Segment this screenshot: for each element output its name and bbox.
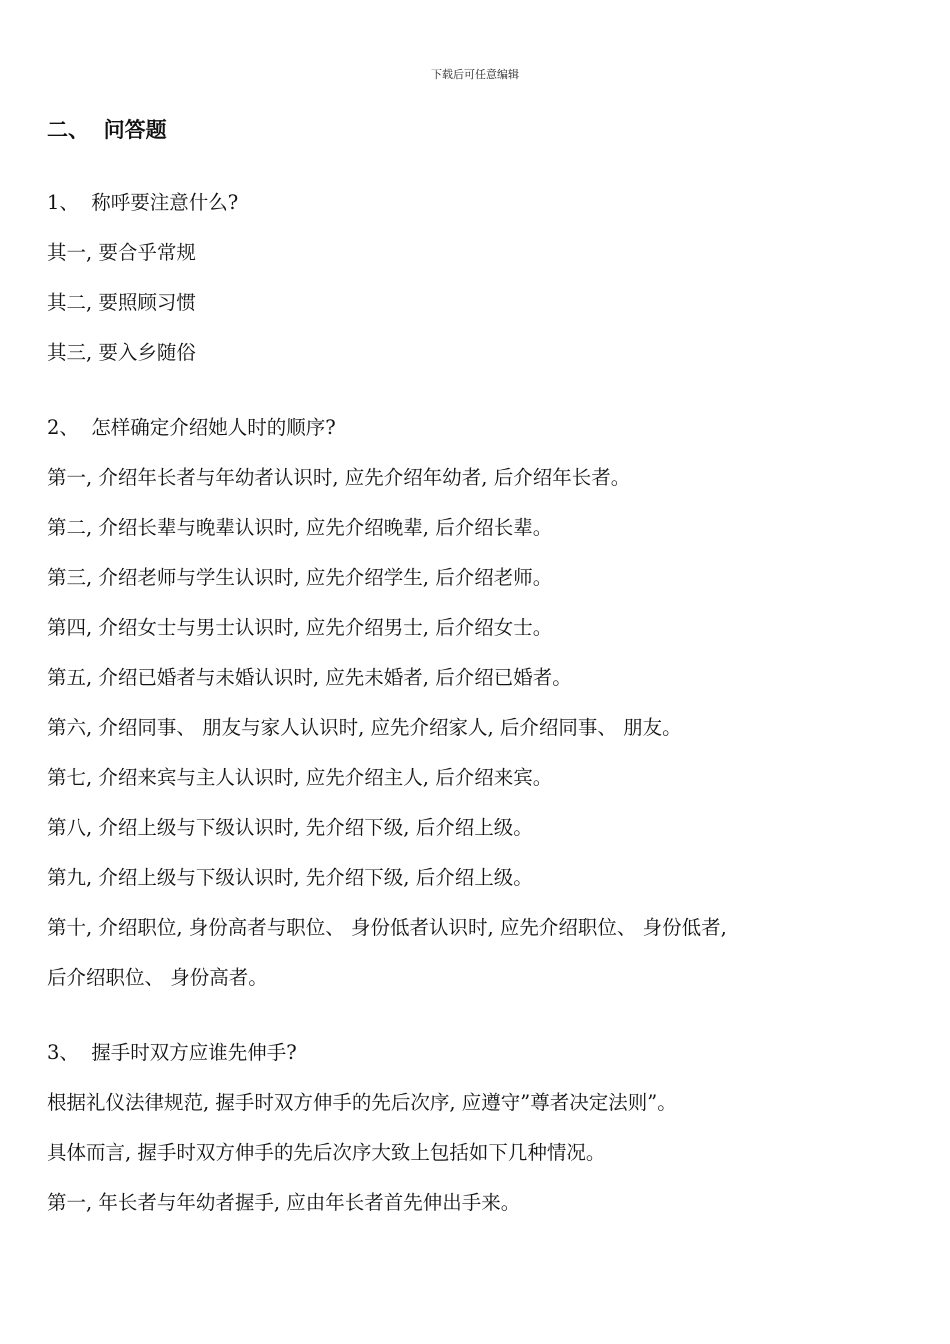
answer-line: 第六, 介绍同事、 朋友与家人认识时, 应先介绍家人, 后介绍同事、 朋友。	[47, 716, 682, 739]
answer-line: 第三, 介绍老师与学生认识时, 应先介绍学生, 后介绍老师。	[47, 566, 553, 589]
answer-line: 具体而言, 握手时双方伸手的先后次序大致上包括如下几种情况。	[47, 1141, 606, 1164]
answer-line: 第九, 介绍上级与下级认识时, 先介绍下级, 后介绍上级。	[47, 866, 533, 889]
answer-line: 第二, 介绍长辈与晚辈认识时, 应先介绍晚辈, 后介绍长辈。	[47, 516, 553, 539]
answer-line: 第十, 介绍职位, 身份高者与职位、 身份低者认识时, 应先介绍职位、 身份低者,	[47, 916, 727, 939]
question-1: 1、 称呼要注意什么?	[47, 191, 239, 214]
answer-line: 第四, 介绍女士与男士认识时, 应先介绍男士, 后介绍女士。	[47, 616, 553, 639]
answer-line: 其三, 要入乡随俗	[47, 341, 196, 364]
answer-line: 第五, 介绍已婚者与未婚认识时, 应先未婚者, 后介绍已婚者。	[47, 666, 572, 689]
answer-line: 第一, 介绍年长者与年幼者认识时, 应先介绍年幼者, 后介绍年长者。	[47, 466, 631, 489]
answer-line: 根据礼仪法律规范, 握手时双方伸手的先后次序, 应遵守”尊者决定法则”。	[47, 1091, 677, 1114]
answer-line: 后介绍职位、 身份高者。	[47, 966, 268, 989]
question-3: 3、 握手时双方应谁先伸手?	[47, 1041, 297, 1064]
answer-line: 其二, 要照顾习惯	[47, 291, 196, 314]
answer-line: 其一, 要合乎常规	[47, 241, 196, 264]
question-2: 2、 怎样确定介绍她人时的顺序?	[47, 416, 336, 439]
page-header: 下载后可任意编辑	[431, 68, 519, 81]
answer-line: 第七, 介绍来宾与主人认识时, 应先介绍主人, 后介绍来宾。	[47, 766, 553, 789]
answer-line: 第一, 年长者与年幼者握手, 应由年长者首先伸出手来。	[47, 1191, 521, 1214]
section-title: 二、 问答题	[47, 118, 167, 142]
answer-line: 第八, 介绍上级与下级认识时, 先介绍下级, 后介绍上级。	[47, 816, 533, 839]
